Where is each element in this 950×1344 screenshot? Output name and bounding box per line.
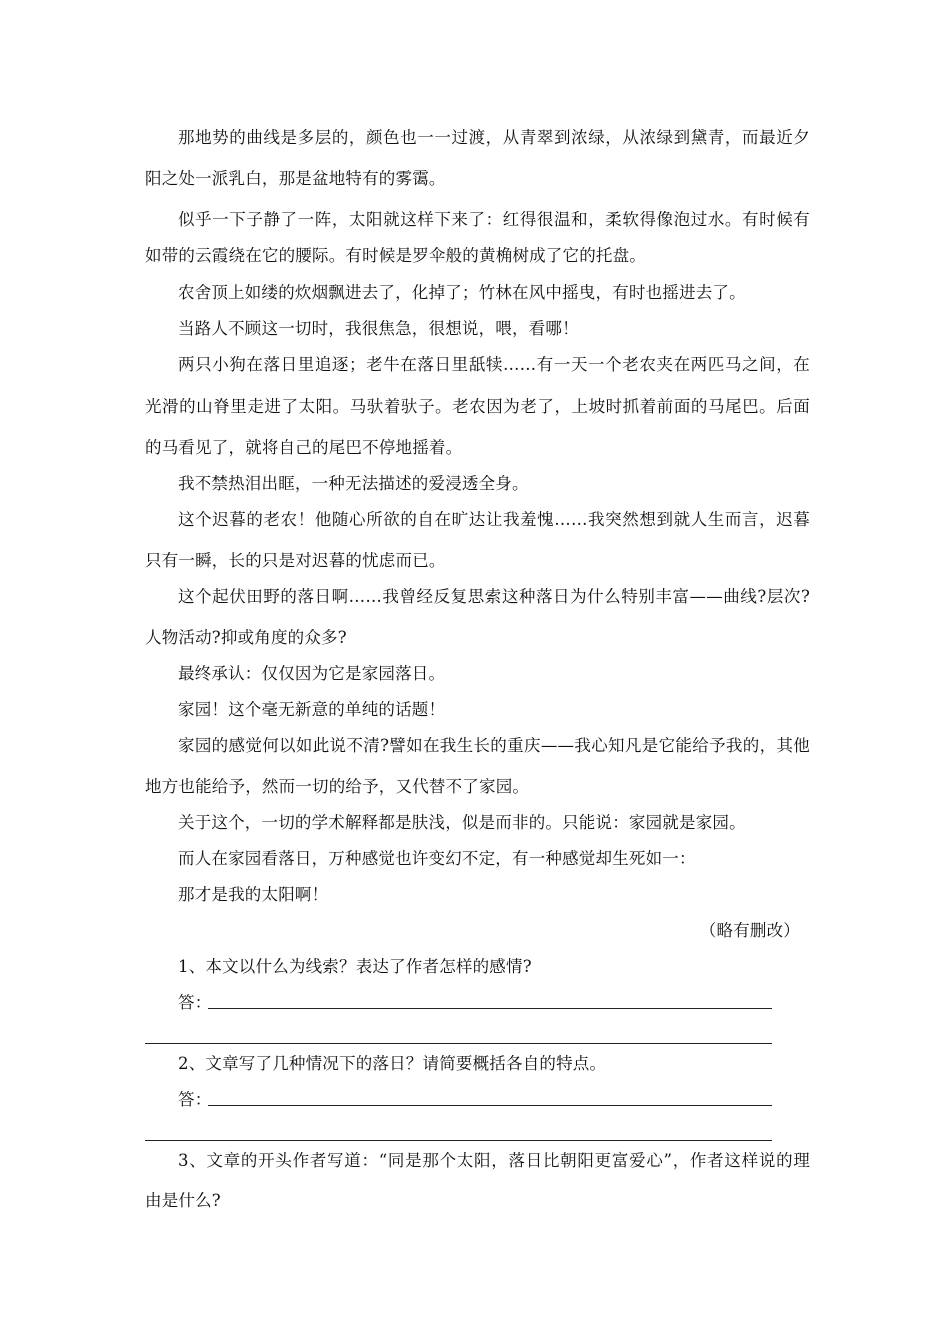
passage-line: 而人在家园看落日，万种感觉也许变幻不定，有一种感觉却生死如一： (178, 849, 696, 868)
passage-line: 如带的云霞绕在它的腰际。有时候是罗伞般的黄桷树成了它的托盘。 (145, 246, 646, 265)
passage-line: 这个迟暮的老农！他随心所欲的自在旷达让我羞愧……我突然想到就人生而言，迟暮 (178, 510, 810, 529)
question-3-continued: 由是什么? (145, 1191, 221, 1210)
passage-line: 最终承认：仅仅因为它是家园落日。 (178, 664, 446, 683)
passage-line: 家园的感觉何以如此说不清?譬如在我生长的重庆——我心知凡是它能给予我的，其他 (178, 736, 810, 755)
passage-line: 那地势的曲线是多层的，颜色也一一过渡，从青翠到浓绿，从浓绿到黛青，而最近夕 (178, 128, 810, 147)
passage-line: 只有一瞬，长的只是对迟暮的忧虑而已。 (145, 551, 446, 570)
answer-line-1a[interactable] (208, 1008, 772, 1009)
question-2: 2、文章写了几种情况下的落日？请简要概括各自的特点。 (178, 1054, 607, 1073)
passage-line: 农舍顶上如缕的炊烟飘进去了，化掉了；竹林在风中摇曳，有时也摇进去了。 (178, 283, 746, 302)
passage-line: 的马看见了，就将自己的尾巴不停地摇着。 (145, 438, 463, 457)
passage-line: 地方也能给予，然而一切的给予，又代替不了家园。 (145, 777, 530, 796)
passage-line: 家园！这个毫无新意的单纯的话题！ (178, 700, 446, 719)
source-note: （略有删改） (699, 921, 800, 940)
passage-line: 似乎一下子静了一阵，太阳就这样下来了：红得很温和，柔软得像泡过水。有时候有 (178, 210, 810, 229)
answer-label-2: 答： (178, 1090, 212, 1109)
question-3: 3、文章的开头作者写道：“同是那个太阳，落日比朝阳更富爱心”，作者这样说的理 (178, 1151, 810, 1170)
answer-label-1: 答： (178, 993, 212, 1012)
passage-line: 关于这个，一切的学术解释都是肤浅，似是而非的。只能说：家园就是家园。 (178, 813, 746, 832)
answer-line-2b[interactable] (145, 1140, 772, 1141)
passage-line: 那才是我的太阳啊！ (178, 885, 329, 904)
passage-line: 阳之处一派乳白，那是盆地特有的雾霭。 (145, 169, 446, 188)
passage-line: 人物活动?抑或角度的众多? (145, 628, 347, 647)
passage-line: 两只小狗在落日里追逐；老牛在落日里舐犊……有一天一个老农夹在两匹马之间，在 (178, 355, 810, 374)
passage-line: 这个起伏田野的落日啊……我曾经反复思索这种落日为什么特别丰富——曲线?层次? (178, 587, 810, 606)
passage-line: 当路人不顾这一切时，我很焦急，很想说，喂，看哪！ (178, 319, 579, 338)
passage-line: 光滑的山脊里走进了太阳。马驮着驮子。老农因为老了，上坡时抓着前面的马尾巴。后面 (145, 397, 810, 416)
answer-line-2a[interactable] (208, 1105, 772, 1106)
answer-line-1b[interactable] (145, 1043, 772, 1044)
passage-line: 我不禁热泪出眶，一种无法描述的爱浸透全身。 (178, 474, 529, 493)
question-1: 1、本文以什么为线索？表达了作者怎样的感情? (178, 957, 532, 976)
